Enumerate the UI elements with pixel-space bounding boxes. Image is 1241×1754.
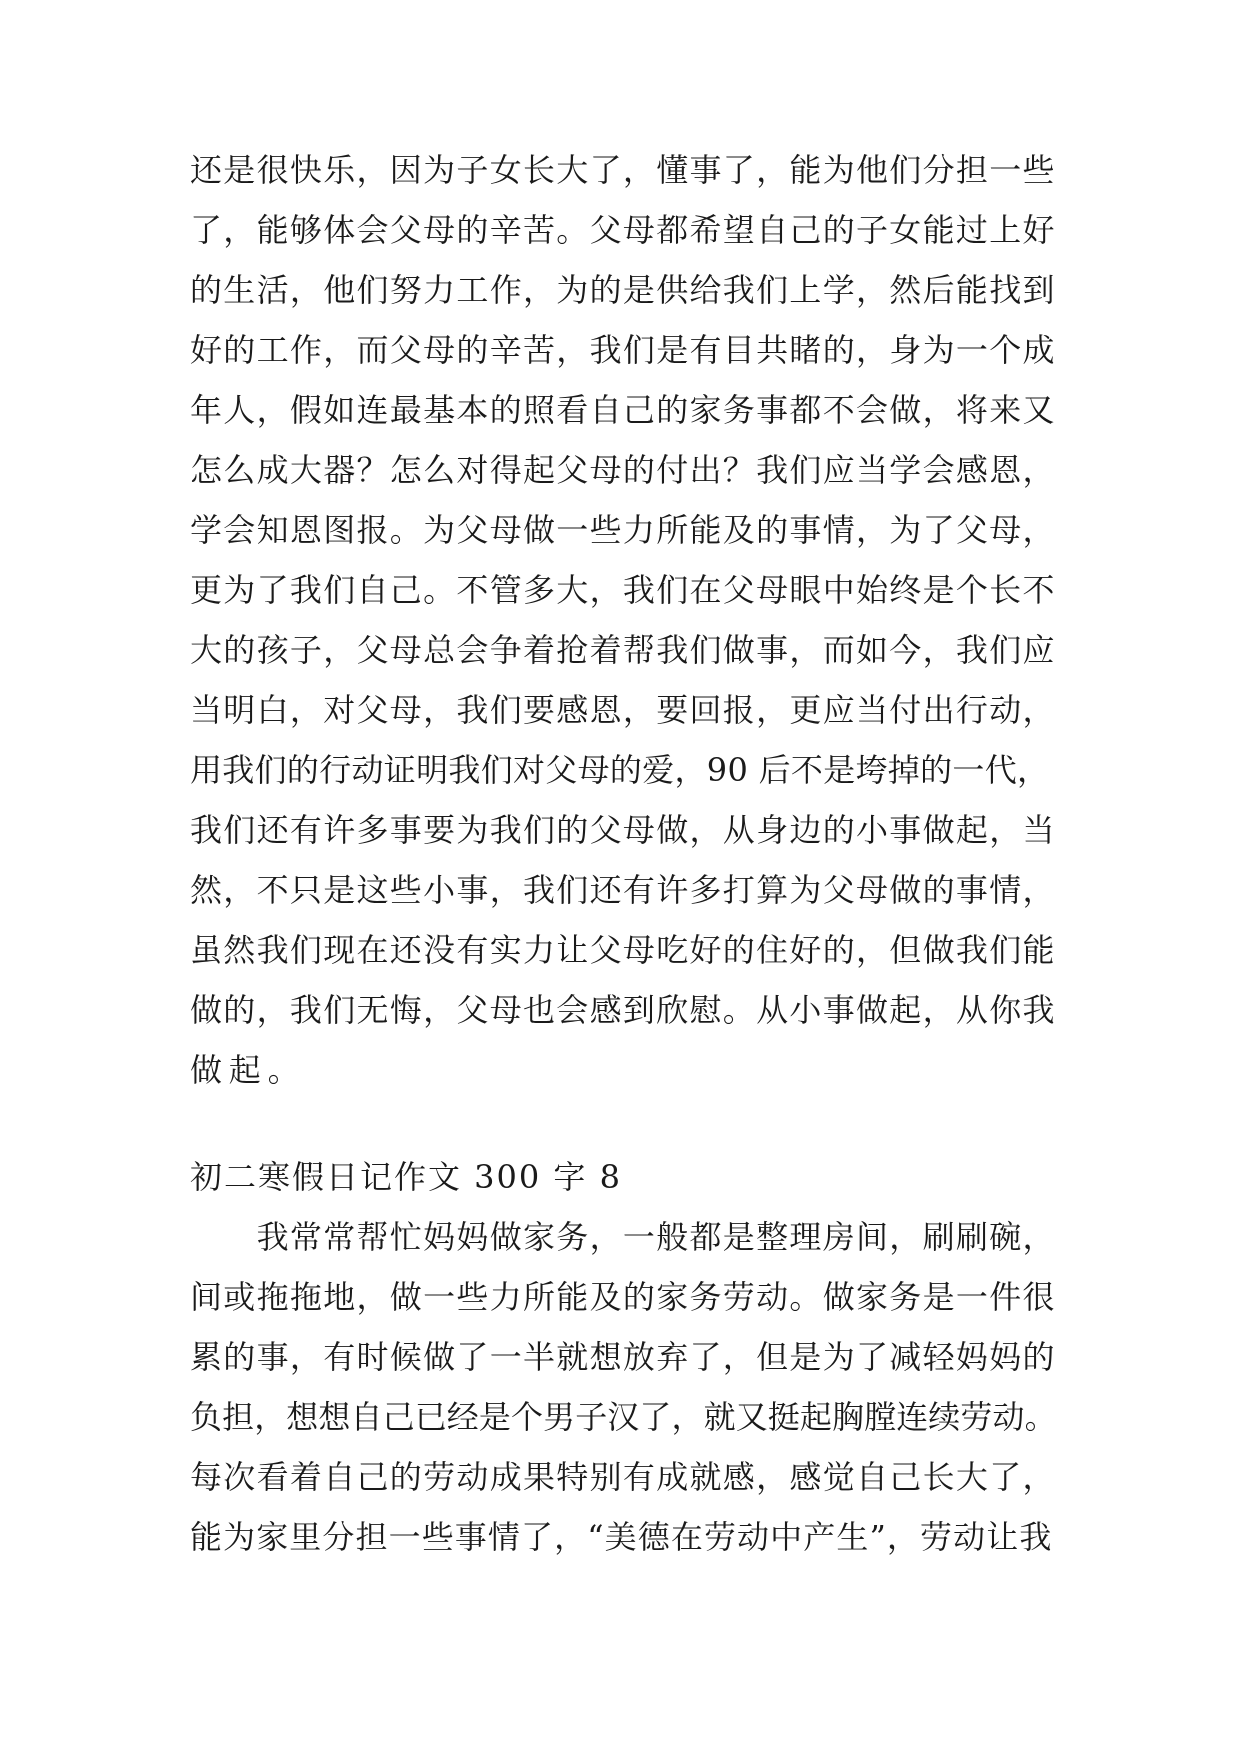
text-line: 学会知恩图报。为父母做一些力所能及的事情，为了父母， bbox=[190, 511, 1056, 549]
text-line: 用我们的行动证明我们对父母的爱，90 后不是垮掉的一代， bbox=[190, 751, 1050, 789]
text-line: 我常常帮忙妈妈做家务，一般都是整理房间，刷刷碗， bbox=[190, 1218, 1056, 1256]
text-line: 大的孩子，父母总会争着抢着帮我们做事，而如今，我们应 bbox=[190, 631, 1056, 669]
text-line: 好的工作，而父母的辛苦，我们是有目共睹的，身为一个成 bbox=[190, 331, 1056, 369]
text-line: 怎么成大器？怎么对得起父母的付出？我们应当学会感恩， bbox=[190, 451, 1056, 489]
text-line: 的生活，他们努力工作，为的是供给我们上学，然后能找到 bbox=[190, 271, 1056, 309]
text-line: 更为了我们自己。不管多大，我们在父母眼中始终是个长不 bbox=[190, 571, 1056, 609]
text-line: 当明白，对父母，我们要感恩，要回报，更应当付出行动， bbox=[190, 691, 1056, 729]
text-line: 累的事，有时候做了一半就想放弃了，但是为了减轻妈妈的 bbox=[190, 1338, 1056, 1376]
text-line: 每次看着自己的劳动成果特别有成就感，感觉自己长大了， bbox=[190, 1458, 1056, 1496]
text-line: 虽然我们现在还没有实力让父母吃好的住好的，但做我们能 bbox=[190, 931, 1056, 969]
text-line: 年人，假如连最基本的照看自己的家务事都不会做，将来又 bbox=[190, 391, 1056, 429]
section-heading: 初二寒假日记作文 300 字 8 bbox=[190, 1158, 622, 1196]
text-line: 间或拖拖地，做一些力所能及的家务劳动。做家务是一件很 bbox=[190, 1278, 1056, 1316]
text-line: 做的，我们无悔，父母也会感到欣慰。从小事做起，从你我 bbox=[190, 991, 1056, 1029]
text-line: 我们还有许多事要为我们的父母做，从身边的小事做起，当 bbox=[190, 811, 1056, 849]
text-line: 了，能够体会父母的辛苦。父母都希望自己的子女能过上好 bbox=[190, 211, 1056, 249]
text-line: 负担，想想自己已经是个男子汉了，就又挺起胸膛连续劳动。 bbox=[190, 1398, 1057, 1436]
text-line: 能为家里分担一些事情了，“美德在劳动中产生”，劳动让我 bbox=[190, 1518, 1053, 1556]
text-line: 然，不只是这些小事，我们还有许多打算为父母做的事情， bbox=[190, 871, 1056, 909]
text-line: 还是很快乐，因为子女长大了，懂事了，能为他们分担一些 bbox=[190, 151, 1056, 189]
text-line: 做起。 bbox=[190, 1051, 307, 1089]
